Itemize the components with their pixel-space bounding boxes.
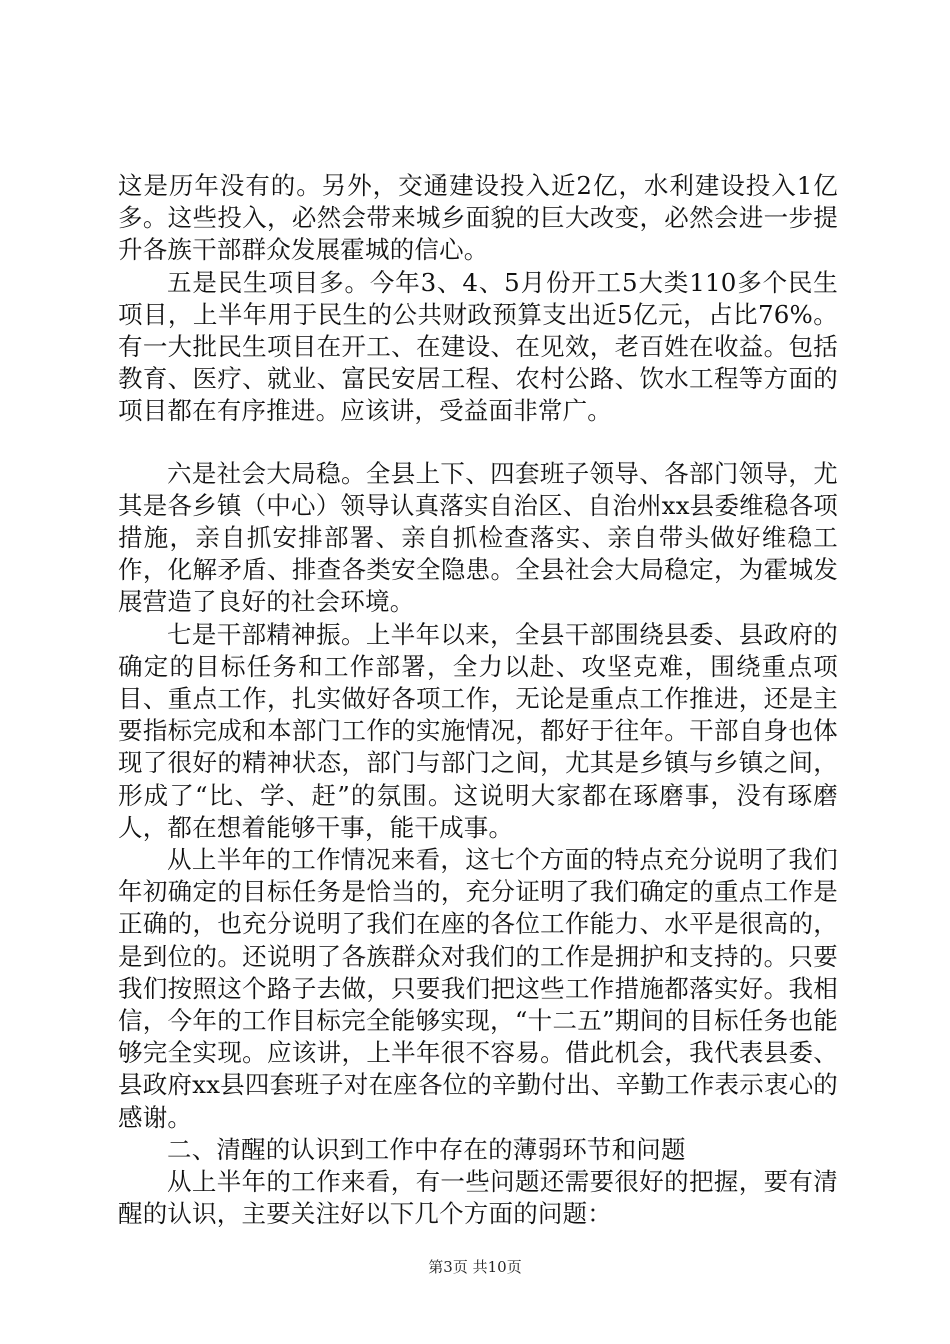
document-body [118,170,838,1231]
paragraph-continuation: 这是历年没有的。另外，交通建设投入近2亿，水利建设投入1亿多。这些投入，必然会带来城乡面貌的巨大改变，必然会进一步提升各族干部群众发展霍城的信心。 [118,171,838,265]
paragraph-summary: 从上半年的工作情况来看，这七个方面的特点充分说明了我们年初确定的目标任务是恰当的，充分证明了我们确定的重点工作是正确的，也充分说明了我们在座的各位工作能力、水平是很高的，是到位的。还说明了各族群众对我们的工作是拥护和支持的。只要我们按照这个路子去做，只要我们把这些工作措施都落实好。我相信，今年的工作目标完全能够实现，“十二五”期间的目标任务也能够完全实现。应该讲，上半年很不容易。借此机会，我代表县委、县政府xx县四套班子对在座各位的辛勤付出、辛勤工作表示衷心的感谢。 [118,845,838,1132]
page-footer [0,1256,950,1277]
paragraph-point-seven: 七是干部精神振。上半年以来，全县干部围绕县委、县政府的确定的目标任务和工作部署，全力以赴、攻坚克难，围绕重点项目、重点工作，扎实做好各项工作，无论是重点工作推进，还是主要指标完成和本部门工作的实施情况，都好于往年。干部自身也体现了很好的精神状态，部门与部门之间，尤其是乡镇与乡镇之间，形成了“比、学、赶”的氛围。这说明大家都在琢磨事，没有琢磨人，都在想着能够干事，能干成事。 [118,619,838,842]
section-heading: 二、清醒的认识到工作中存在的薄弱环节和问题 [167,1134,686,1164]
page-number-label: 第3页 共10页 [428,1258,522,1276]
paragraph-point-six: 六是社会大局稳。全县上下、四套班子领导、各部门领导，尤其是各乡镇（中心）领导认真落实自治区、自治州xx县委维稳各项措施，亲自抓安排部署、亲自抓检查落实、亲自带头做好维稳工作，化解矛盾、排查各类安全隐患。全县社会大局稳定，为霍城发展营造了良好的社会环境。 [118,458,838,617]
paragraph-issues-intro: 从上半年的工作来看，有一些问题还需要很好的把握，要有清醒的认识，主要关注好以下几个方面的问题： [118,1167,838,1229]
paragraph-point-five: 五是民生项目多。今年3、4、5月份开工5大类110多个民生项目，上半年用于民生的公共财政预算支出近5亿元，占比76%。有一大批民生项目在开工、在建设、在见效，老百姓在收益。包括教育、医疗、就业、富民安居工程、农村公路、饮水工程等方面的项目都在有序推进。应该讲，受益面非常广。 [118,267,838,426]
